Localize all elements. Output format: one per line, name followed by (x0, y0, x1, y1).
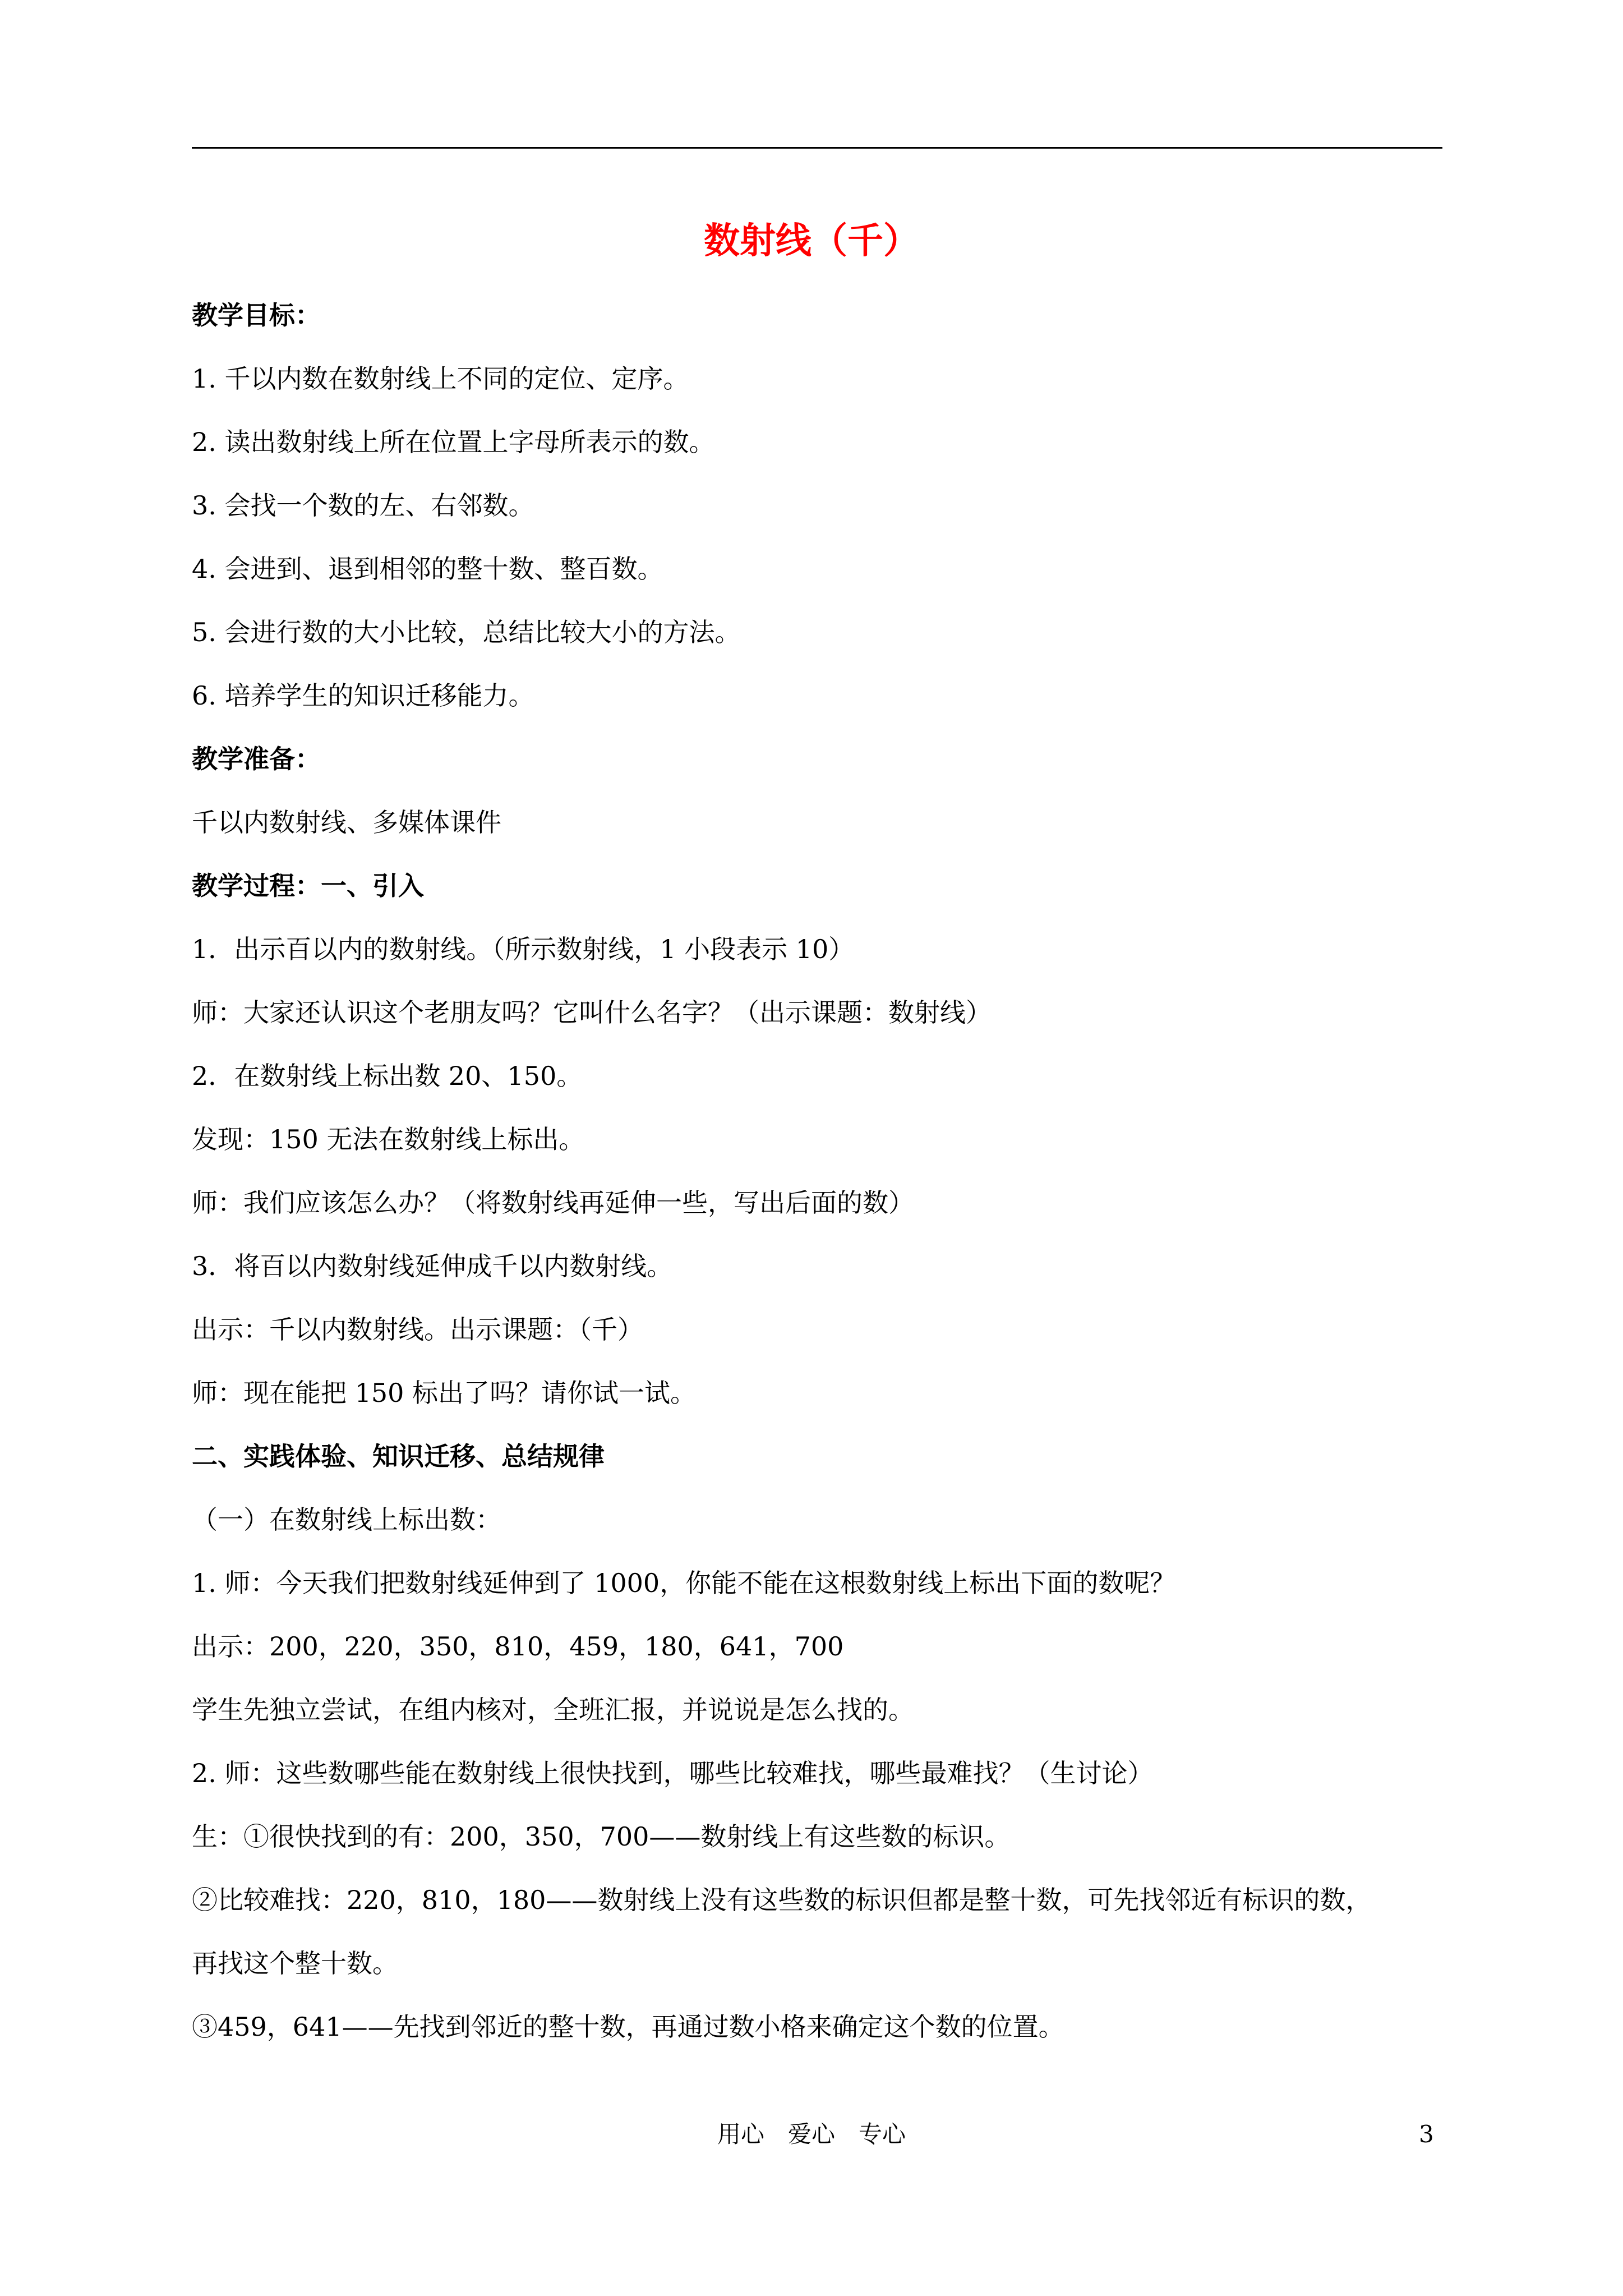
body-paragraph: 师：我们应该怎么办？（将数射线再延伸一些，写出后面的数） (192, 1188, 914, 1218)
body-paragraph: 生：①很快找到的有：200，350，700——数射线上有这些数的标识。 (192, 1821, 1011, 1852)
body-paragraph: ③459，641——先找到邻近的整十数，再通过数小格来确定这个数的位置。 (192, 2012, 1064, 2042)
section-heading-preparation: 教学准备： (192, 744, 321, 774)
subsection-heading: （一）在数射线上标出数： (192, 1504, 501, 1535)
body-paragraph: 师：大家还认识这个老朋友吗？它叫什么名字？（出示课题：数射线） (192, 997, 992, 1028)
body-paragraph: 2. 师：这些数哪些能在数射线上很快找到，哪些比较难找，哪些最难找？（生讨论） (192, 1758, 1154, 1788)
document-title: 数射线（千） (704, 220, 919, 262)
body-paragraph: 出示：200，220，350，810，459，180，641，700 (192, 1631, 844, 1662)
body-paragraph: 1．出示百以内的数射线。（所示数射线，1 小段表示 10） (192, 934, 855, 964)
header-rule (192, 147, 1442, 149)
objective-item: 1. 千以内数在数射线上不同的定位、定序。 (192, 364, 689, 394)
objective-item: 6. 培养学生的知识迁移能力。 (192, 680, 534, 711)
body-paragraph: 千以内数射线、多媒体课件 (192, 807, 501, 838)
body-paragraph: 出示：千以内数射线。出示课题：（千） (192, 1314, 643, 1345)
footer-motto: 用心 爱心 专心 (717, 2120, 906, 2148)
section-heading-process: 教学过程：一、引入 (192, 871, 424, 901)
body-paragraph: 再找这个整十数。 (192, 1948, 398, 1978)
objective-item: 4. 会进到、退到相邻的整十数、整百数。 (192, 554, 663, 584)
section-heading-practice: 二、实践体验、知识迁移、总结规律 (192, 1441, 605, 1471)
body-paragraph: 3．将百以内数射线延伸成千以内数射线。 (192, 1251, 673, 1281)
body-paragraph: 1. 师：今天我们把数射线延伸到了 1000，你能不能在这根数射线上标出下面的数呢？ (192, 1568, 1176, 1598)
objective-item: 2. 读出数射线上所在位置上字母所表示的数。 (192, 427, 715, 457)
body-paragraph: 2．在数射线上标出数 20、150。 (192, 1061, 583, 1091)
body-paragraph: 学生先独立尝试，在组内核对，全班汇报，并说说是怎么找的。 (192, 1695, 914, 1725)
page-number: 3 (1419, 2120, 1434, 2148)
body-paragraph: 师：现在能把 150 标出了吗？请你试一试。 (192, 1378, 697, 1408)
objective-item: 3. 会找一个数的左、右邻数。 (192, 490, 534, 521)
objective-item: 5. 会进行数的大小比较，总结比较大小的方法。 (192, 617, 741, 647)
section-heading-objectives: 教学目标： (192, 300, 321, 330)
body-paragraph: ②比较难找：220，810，180——数射线上没有这些数的标识但都是整十数，可先找邻近有标识的数， (192, 1885, 1372, 1915)
body-paragraph: 发现：150 无法在数射线上标出。 (192, 1124, 585, 1154)
